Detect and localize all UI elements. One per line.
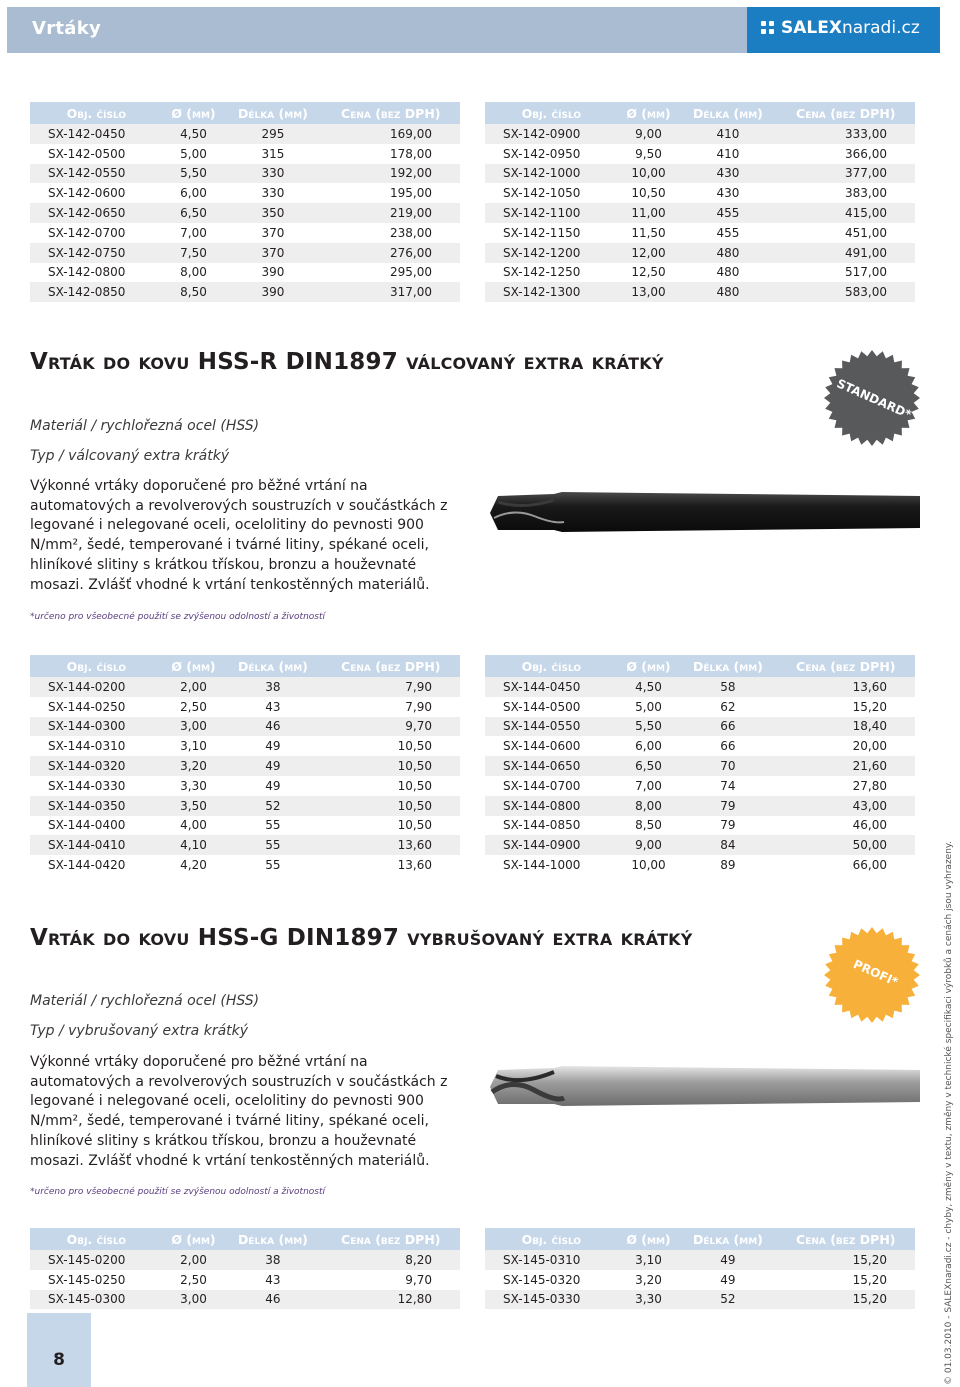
table-cell: 3,30 [618,1290,680,1310]
table-cell: SX-144-0300 [30,717,163,737]
table-cell: SX-144-0310 [48,739,126,754]
column-header: Délka (mm) [679,102,776,124]
table-cell: 2,00 [163,1250,225,1270]
table-row [30,835,460,855]
table-row [485,717,915,737]
table-cell: SX-144-0850 [503,818,581,833]
table-cell: 52 [679,1290,776,1310]
table-row [485,855,915,875]
table-cell: 5,00 [180,146,207,161]
table-cell: 10,00 [618,164,680,184]
standard-badge-label: STANDARD* [834,376,914,422]
table-cell: 455 [679,203,776,223]
table-cell: SX-144-0600 [503,739,581,754]
table-144-left [30,655,460,875]
table-cell: 12,50 [631,265,666,280]
column-header: Obj. číslo [30,1228,163,1250]
table-cell: 55 [265,858,281,873]
table-cell: SX-144-0350 [30,796,163,816]
table-header-row [30,102,460,124]
table-cell: 2,50 [180,699,207,714]
table-cell: 451,00 [845,225,887,240]
table-cell: SX-144-0650 [485,756,618,776]
table-cell: 6,50 [163,203,225,223]
table-row [485,816,915,836]
table-cell: 58 [679,677,776,697]
column-header: Ø (mm) [163,102,225,124]
table-cell: 7,00 [635,778,662,793]
table-cell: SX-142-1000 [485,164,618,184]
table-cell: 21,60 [777,756,915,776]
table-cell: SX-144-0500 [503,699,581,714]
table-cell: 8,20 [322,1250,460,1270]
table-cell: 11,50 [631,225,666,240]
table-cell: SX-144-0900 [485,835,618,855]
table-row [485,776,915,796]
table-cell: 3,20 [163,756,225,776]
logo-brand-bold: SALEX [781,18,842,38]
table-cell: 5,50 [618,717,680,737]
table-cell: 66 [720,739,736,754]
table-row [485,124,915,144]
table-cell: 13,60 [322,835,460,855]
table-header-row [30,1228,460,1250]
table-cell: 9,50 [635,146,662,161]
column-header: Obj. číslo [30,655,163,677]
page-number: 8 [53,1350,65,1370]
table-cell: 10,50 [322,796,460,816]
table-row [30,1290,460,1310]
table-row [30,243,460,263]
table-row [485,263,915,283]
table-row [485,835,915,855]
table-cell: 49 [679,1250,776,1270]
table-row [30,203,460,223]
table-cell: 49 [265,778,281,793]
table-row [30,1270,460,1290]
table-cell: 10,50 [322,756,460,776]
table-cell: SX-145-0310 [485,1250,618,1270]
table-cell: 84 [679,835,776,855]
table-row [30,816,460,836]
column-header: Délka (mm) [679,1228,776,1250]
table-cell: 52 [224,796,321,816]
table-cell: 66 [679,717,776,737]
table-cell: 410 [716,146,740,161]
table-cell: 74 [720,778,736,793]
table-cell: SX-145-0200 [30,1250,163,1270]
table-cell: 46 [224,717,321,737]
table-cell: 7,00 [180,225,207,240]
table-cell: SX-142-0750 [30,243,163,263]
table-cell: SX-144-1000 [503,858,581,873]
column-header: Cena (bez DPH) [322,655,460,677]
table-header-row [485,655,915,677]
table-cell: 219,00 [322,203,460,223]
table-142-left [30,102,460,302]
material-line: Materiál / rychlořezná ocel (HSS) [30,418,260,434]
table-row [485,677,915,697]
logo-brand-light: naradi.cz [841,18,920,38]
table-row [30,677,460,697]
column-header: Délka (mm) [224,655,321,677]
description-text: Výkonné vrtáky doporučené pro běžné vrtání na automatových a revolverových soustruzích v součástkách z legované i nelegované oceli, ocelolitiny do pevnosti 900 N/mm², šedé, temperované i tvárné litiny, spékané oceli, hliníkové slitiny s krátkou třískou, bronzu a houževnaté mosazi. Zvlášť vhodné k vrtání tenkostěnných materiálů. [30,1054,448,1169]
description-text: Výkonné vrtáky doporučené pro běžné vrtání na automatových a revolverových soustruzích v součástkách z legované i nelegované oceli, ocelolitiny do pevnosti 900 N/mm², šedé, temperované i tvárné litiny, spékané oceli, hliníkové slitiny s krátkou třískou, bronzu a houževnaté mosazi. Zvlášť vhodné k vrtání tenkostěnných materiálů. [30,478,448,593]
table-row [485,282,915,302]
footnote: *určeno pro všeobecné použití se zvýšenou odolností a životností [30,612,326,622]
table-row [485,1270,915,1290]
table-cell: 383,00 [845,186,887,201]
table-row [485,183,915,203]
table-cell: 366,00 [845,146,887,161]
table-row [30,263,460,283]
table-cell: SX-144-0330 [48,778,126,793]
table-cell: 5,00 [635,699,662,714]
table-row [485,223,915,243]
section-title-hss-g: Vrták do kovu HSS-G DIN1897 vybrušovaný extra krátký [30,925,693,951]
table-cell: 9,00 [618,835,680,855]
table-row [485,736,915,756]
table-row [485,756,915,776]
table-cell: 430 [679,164,776,184]
table-cell: 195,00 [390,186,432,201]
table-cell: SX-144-0410 [30,835,163,855]
table-cell: SX-145-0320 [503,1272,581,1287]
table-cell: 15,20 [852,699,887,714]
table-cell: 49 [720,1272,736,1287]
table-144-right [485,655,915,875]
table-cell: 79 [679,796,776,816]
table-row [30,164,460,184]
table-cell: SX-145-0250 [48,1272,126,1287]
table-cell: 43,00 [777,796,915,816]
table-cell: 315 [261,146,285,161]
table-cell: SX-144-0550 [485,717,618,737]
table-cell: SX-142-0600 [48,186,126,201]
profi-badge-label: PROFI* [851,957,900,989]
table-cell: 15,20 [777,1290,915,1310]
table-row [30,717,460,737]
table-cell: 4,50 [163,124,225,144]
table-cell: 491,00 [777,243,915,263]
table-row [30,223,460,243]
table-cell: 169,00 [322,124,460,144]
table-cell: 79 [720,818,736,833]
column-header: Ø (mm) [163,655,225,677]
column-header: Ø (mm) [163,1228,225,1250]
table-cell: 7,90 [405,699,432,714]
table-cell: SX-142-0800 [48,265,126,280]
table-row [30,183,460,203]
table-cell: 238,00 [390,225,432,240]
table-cell: 8,50 [163,282,225,302]
table-row [30,1250,460,1270]
table-145-right [485,1228,915,1309]
table-145-left [30,1228,460,1309]
table-row [30,124,460,144]
table-cell: SX-144-0420 [48,858,126,873]
table-cell: 3,10 [618,1250,680,1270]
table-cell: 46 [224,1290,321,1310]
table-cell: 3,10 [180,739,207,754]
table-row [30,796,460,816]
table-cell: 6,00 [180,186,207,201]
table-cell: 178,00 [390,146,432,161]
table-cell: 55 [265,818,281,833]
table-cell: 10,00 [631,858,666,873]
table-cell: 6,50 [618,756,680,776]
table-cell: 410 [679,124,776,144]
table-cell: SX-142-1100 [485,203,618,223]
page-title: Vrtáky [32,18,102,39]
table-cell: 2,50 [180,1272,207,1287]
logo-dots-icon [761,21,775,35]
table-cell: 377,00 [777,164,915,184]
table-cell: 13,60 [777,677,915,697]
table-cell: 13,00 [618,282,680,302]
table-cell: 15,20 [777,1250,915,1270]
table-cell: 2,00 [163,677,225,697]
table-cell: 12,00 [618,243,680,263]
table-row [30,144,460,164]
table-cell: 390 [261,265,285,280]
table-cell: 13,60 [397,858,432,873]
table-cell: 7,90 [322,677,460,697]
table-cell: 10,50 [631,186,666,201]
table-cell: 43 [265,699,281,714]
table-cell: 192,00 [322,164,460,184]
table-cell: SX-145-0300 [30,1290,163,1310]
table-cell: 350 [224,203,321,223]
table-cell: 11,00 [618,203,680,223]
table-cell: 3,20 [635,1272,662,1287]
table-cell: 66,00 [852,858,887,873]
type-line: Typ / válcovaný extra krátký [30,448,230,464]
table-row [485,1290,915,1310]
table-cell: 455 [716,225,740,240]
table-cell: 62 [720,699,736,714]
table-cell: 4,50 [618,677,680,697]
table-cell: 38 [224,1250,321,1270]
table-cell: SX-144-0800 [485,796,618,816]
table-row [30,736,460,756]
table-cell: 20,00 [852,739,887,754]
table-row [30,855,460,875]
logo[interactable] [781,18,920,38]
table-cell: 7,50 [163,243,225,263]
table-row [485,203,915,223]
table-cell: 8,00 [180,265,207,280]
table-cell: 46,00 [852,818,887,833]
table-cell: SX-144-0320 [30,756,163,776]
table-cell: SX-142-1200 [485,243,618,263]
table-cell: SX-142-0650 [30,203,163,223]
table-cell: 3,30 [180,778,207,793]
table-cell: 49 [265,739,281,754]
table-cell: 27,80 [852,778,887,793]
table-cell: 370 [261,225,285,240]
table-cell: 480 [679,243,776,263]
table-cell: SX-142-0700 [48,225,126,240]
column-header: Cena (bez DPH) [322,102,460,124]
table-cell: 6,00 [635,739,662,754]
table-cell: 3,00 [163,1290,225,1310]
table-cell: 9,70 [322,717,460,737]
material-line: Materiál / rychlořezná ocel (HSS) [30,993,260,1009]
table-cell: 317,00 [322,282,460,302]
table-cell: SX-142-1250 [503,265,581,280]
side-copyright-note: © 01.03.2010 - SALEXnaradi.cz - chyby, změny v textu, změny v technické specifikaci výrobků a cenách jsou vyhrazeny. [944,841,954,1385]
table-cell: SX-142-1300 [485,282,618,302]
table-header-row [485,102,915,124]
table-cell: 480 [679,282,776,302]
table-cell: 10,50 [397,818,432,833]
table-cell: 8,00 [618,796,680,816]
table-cell: 333,00 [777,124,915,144]
table-cell: SX-144-0450 [485,677,618,697]
table-cell: SX-145-0330 [485,1290,618,1310]
column-header: Cena (bez DPH) [777,655,915,677]
table-cell: 370 [224,243,321,263]
drill-black-image [484,488,924,538]
table-cell: 50,00 [777,835,915,855]
table-cell: SX-142-0550 [30,164,163,184]
column-header: Délka (mm) [679,655,776,677]
table-row [485,796,915,816]
table-cell: 4,10 [163,835,225,855]
table-cell: 10,50 [397,778,432,793]
table-cell: 583,00 [777,282,915,302]
footnote: *určeno pro všeobecné použití se zvýšenou odolností a životností [30,1187,326,1197]
table-cell: SX-144-0700 [503,778,581,793]
column-header: Obj. číslo [485,1228,618,1250]
table-cell: 295 [224,124,321,144]
table-cell: 15,20 [852,1272,887,1287]
table-cell: 89 [720,858,736,873]
table-row [485,1250,915,1270]
table-cell: 295,00 [390,265,432,280]
table-cell: 18,40 [777,717,915,737]
table-cell: 430 [716,186,740,201]
table-cell: 330 [261,186,285,201]
table-cell: SX-142-0850 [30,282,163,302]
table-cell: 4,20 [180,858,207,873]
table-cell: 5,50 [163,164,225,184]
table-row [30,776,460,796]
column-header: Cena (bez DPH) [322,1228,460,1250]
table-142-right [485,102,915,302]
table-cell: 12,80 [322,1290,460,1310]
table-row [485,243,915,263]
table-cell: 480 [716,265,740,280]
table-cell: SX-144-0200 [30,677,163,697]
type-line: Typ / vybrušovaný extra krátký [30,1023,249,1039]
table-cell: 43 [265,1272,281,1287]
table-cell: 38 [224,677,321,697]
table-cell: SX-142-1150 [503,225,581,240]
table-cell: 330 [224,164,321,184]
table-cell: 70 [679,756,776,776]
table-row [30,697,460,717]
column-header: Ø (mm) [618,1228,680,1250]
table-cell: SX-144-0250 [48,699,126,714]
column-header: Ø (mm) [618,655,680,677]
column-header: Obj. číslo [30,102,163,124]
table-cell: 3,50 [163,796,225,816]
table-cell: 49 [224,756,321,776]
column-header: Cena (bez DPH) [777,102,915,124]
column-header: Ø (mm) [618,102,680,124]
table-row [485,697,915,717]
column-header: Obj. číslo [485,655,618,677]
table-cell: SX-144-0400 [48,818,126,833]
table-cell: 415,00 [777,203,915,223]
table-cell: 4,00 [180,818,207,833]
section-title-hss-r: Vrták do kovu HSS-R DIN1897 válcovaný extra krátký [30,349,664,375]
column-header: Délka (mm) [224,102,321,124]
table-cell: 55 [224,835,321,855]
table-cell: SX-142-0950 [503,146,581,161]
column-header: Délka (mm) [224,1228,321,1250]
table-cell: 9,70 [405,1272,432,1287]
table-cell: 3,00 [163,717,225,737]
table-cell: SX-142-0900 [485,124,618,144]
table-cell: 9,00 [618,124,680,144]
table-row [485,164,915,184]
table-row [30,756,460,776]
table-header-row [485,1228,915,1250]
table-cell: 517,00 [845,265,887,280]
column-header: Obj. číslo [485,102,618,124]
table-row [30,282,460,302]
column-header: Cena (bez DPH) [777,1228,915,1250]
table-cell: 276,00 [322,243,460,263]
table-cell: 10,50 [397,739,432,754]
table-cell: 390 [224,282,321,302]
table-row [485,144,915,164]
table-cell: SX-142-0450 [30,124,163,144]
table-header-row [30,655,460,677]
drill-grey-image [484,1062,924,1112]
table-cell: SX-142-0500 [48,146,126,161]
table-cell: 8,50 [635,818,662,833]
table-cell: SX-142-1050 [503,186,581,201]
